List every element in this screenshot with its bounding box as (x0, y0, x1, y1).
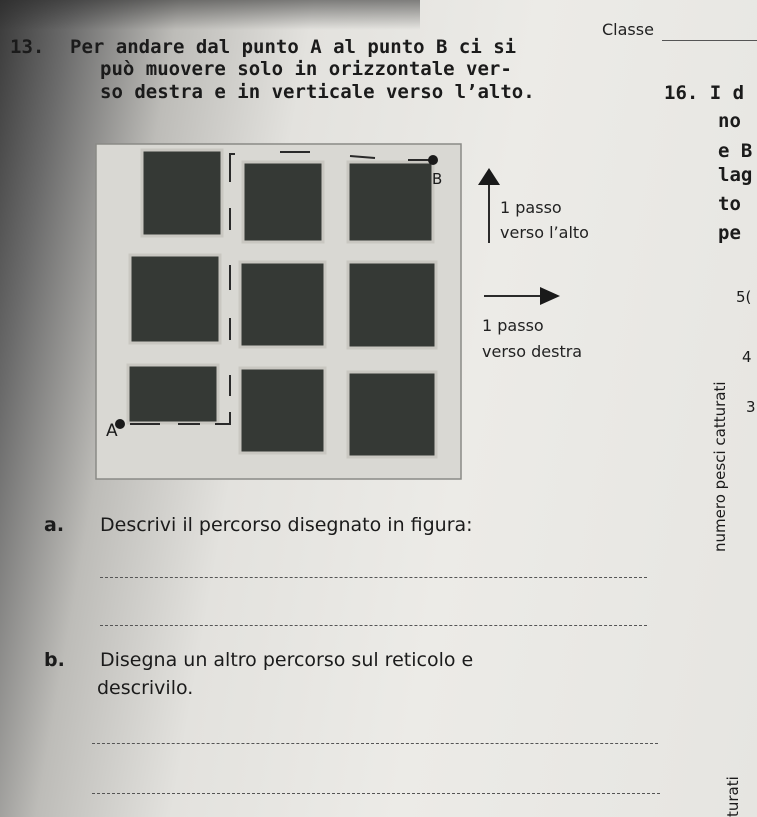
grid-square (348, 372, 436, 457)
legend-up-line1: 1 passo (500, 198, 562, 217)
part-b-text-line2: descrivilo. (97, 677, 194, 699)
grid-square (348, 162, 433, 242)
part-a-letter: a. (44, 514, 65, 536)
grid-square (240, 262, 325, 347)
q16-axis-label-lower: turati (724, 776, 742, 817)
q16-line-4: to (718, 193, 741, 215)
q16-line-1: no (718, 110, 741, 132)
page-shadow (0, 0, 420, 30)
part-b-letter: b. (44, 649, 65, 671)
q16-axis-label: numero pesci catturati (711, 381, 729, 552)
answer-line-b1[interactable] (92, 743, 658, 744)
part-a-text: Descrivi il percorso disegnato in figura: (100, 514, 473, 536)
grid-square (240, 368, 325, 453)
legend-right-line1: 1 passo (482, 316, 544, 335)
point-b-label: B (432, 170, 443, 188)
legend-up-line2: verso l’alto (500, 223, 589, 242)
grid-square (348, 262, 436, 348)
right-arrow-icon (482, 286, 562, 308)
q16-tick-50: 5( (736, 288, 752, 306)
q16-tick-40: 4 (742, 348, 752, 366)
q16-line-2: e B (718, 140, 753, 162)
grid-square (142, 150, 222, 236)
grid-figure (90, 140, 470, 485)
q13-text-line3: so destra e in verticale verso l’alto. (100, 81, 535, 103)
q16-line-5: pe (718, 222, 741, 244)
classe-label: Classe (602, 20, 654, 39)
grid-square (243, 162, 323, 242)
classe-line (662, 40, 757, 41)
grid-square (130, 255, 220, 343)
point-b-dot (428, 155, 438, 165)
answer-line-b2[interactable] (92, 793, 660, 794)
q16-number: 16. I d (664, 82, 745, 104)
grid-square (128, 365, 218, 423)
point-a-label: A (106, 421, 118, 441)
legend-right-line2: verso destra (482, 342, 583, 361)
q13-number: 13. (10, 36, 45, 58)
q13-text-line1: Per andare dal punto A al punto B ci si (70, 36, 517, 58)
answer-line-a1[interactable] (100, 577, 647, 578)
q13-text-line2: può muovere solo in orizzontale ver- (100, 58, 512, 80)
q16-tick-30: 3 (746, 398, 756, 416)
q16-line-3: lag (718, 164, 753, 186)
answer-line-a2[interactable] (100, 625, 647, 626)
part-b-text-line1: Disegna un altro percorso sul reticolo e (100, 649, 474, 671)
